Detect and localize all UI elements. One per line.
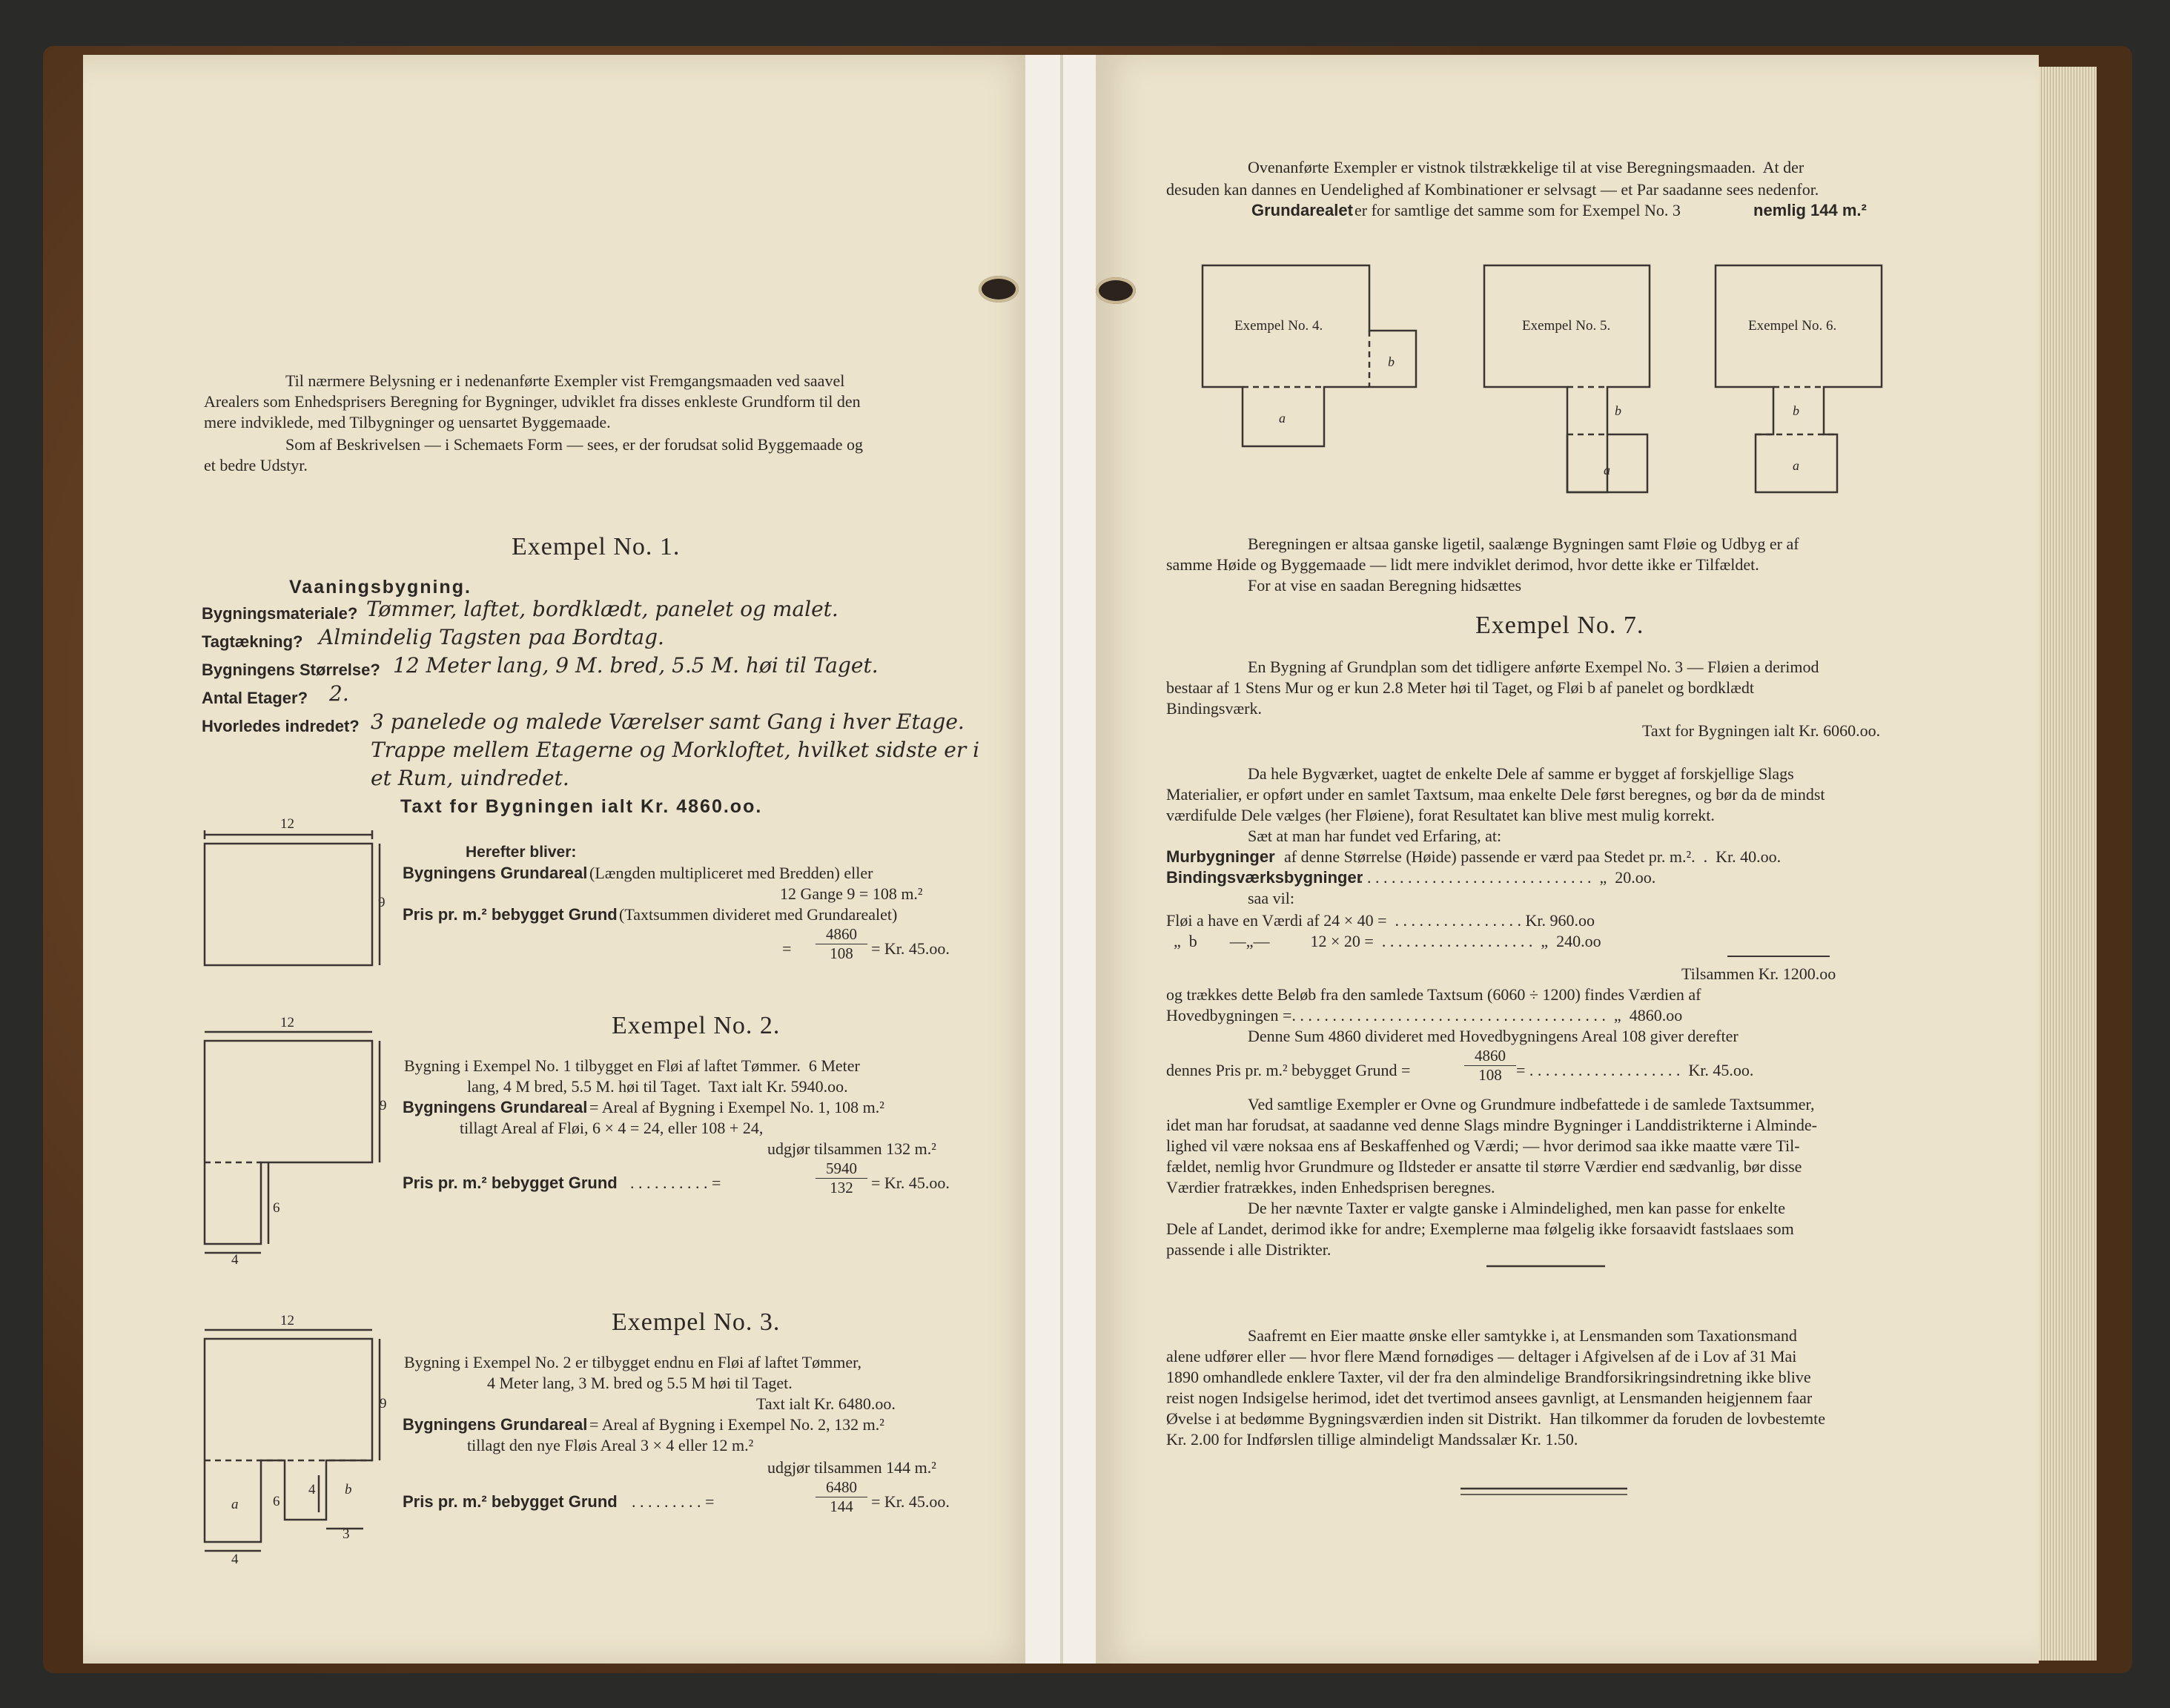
ex6-name: Exempel No. 6. (1748, 318, 1837, 334)
ex3-dim-4mid: 4 (308, 1482, 316, 1497)
right-para2-line-4: Sæt at man har fundet ved Erfaring, at: (1248, 827, 1502, 845)
right-fraction (1464, 1047, 1516, 1085)
ex1-interior-cont-1: Trappe mellem Etagerne og Morkloftet, hvilket sidste er i (371, 738, 980, 762)
ex1-subtitle: Vaaningsbygning. (289, 577, 472, 598)
ex3-line-1: Bygning i Exempel No. 2 er tilbygget endnu en Fløi af laftet Tømmer, (404, 1353, 862, 1371)
ex5-b: b (1615, 403, 1621, 418)
ex1-value-roof: Almindelig Tagsten paa Bordtag. (319, 625, 664, 649)
ex3-title: Exempel No. 3. (612, 1308, 781, 1336)
ex1-value-interior: 3 panelede og malede Værelser samt Gang i hver Etage. (371, 709, 965, 734)
right-para3-line-1: Ved samtlige Exempler er Ovne og Grundmure indbefattede i de samlede Taxtsummer, (1248, 1095, 1815, 1113)
intro-line-1: Til nærmere Belysning er i nedenanførte Exempler vist Fremgangsmaaden ved saavel (285, 371, 845, 390)
right-para2-line-2: Materialier, er opført under en samlet Taxtsum, maa enkelte Dele først beregnes, og bør da de mindst (1166, 785, 1825, 804)
ex7-line-1: En Bygning af Grundplan som det tidligere anførte Exempel No. 3 — Fløien a derimod (1248, 658, 1819, 676)
ex2-fraction (816, 1159, 867, 1197)
right-para4-line-1: Saafremt en Eier maatte ønske eller samtykke i, at Lensmanden som Taxationsmand (1248, 1326, 1797, 1345)
calc-line-2: „ b —„— 12 × 20 = . . . . . . . . . . . . . . . . . . . „ 240.oo (1174, 932, 1601, 950)
ex3-fraction (816, 1478, 867, 1516)
ex3-grund-line3: udgjør tilsammen 144 m.² (767, 1458, 936, 1477)
ex1-grund-text: (Længden multipliceret med Bredden) eller (589, 864, 873, 882)
right-para2-line-1: Da hele Bygværket, uagtet de enkelte Dele af samme er bygget af forskjellige Slags (1248, 764, 1794, 783)
right-top-line-2: desuden kan dannes en Uendelighed af Kombinationer er selvsagt — et Par saadanne sees nedenfor. (1166, 180, 1819, 199)
right-para4-line-5: Øvelse i at bedømme Bygningsværdien inden sit Distrikt. Han tilkommer da foruden de lovbestemte (1166, 1409, 1826, 1428)
right-frac-num: 4860 (1464, 1047, 1516, 1066)
ex1-label-floors: Antal Etager? (202, 689, 308, 707)
ex6-b: b (1793, 403, 1799, 418)
ex1-title: Exempel No. 1. (512, 533, 681, 560)
pris-post: = . . . . . . . . . . . . . . . . . . . Kr. 45.oo. (1516, 1061, 1754, 1079)
ex3-dim-bottom4: 4 (231, 1552, 239, 1567)
ex3-dim-top: 12 (280, 1313, 294, 1328)
ex3-frac-den: 144 (830, 1497, 853, 1515)
ex5-name: Exempel No. 5. (1522, 318, 1611, 334)
right-para3-line-4: fældet, nemlig hvor Grundmure og Ildsteder er ansatte til større Værdier end sædvanlig, bør disse (1166, 1157, 1802, 1176)
right-para3-line-6: De her nævnte Taxter er valgte ganske i Almindelighed, men kan passe for enkelte (1248, 1199, 1786, 1217)
ex1-frac-eq: = (782, 939, 792, 958)
ex3-frac-num: 6480 (816, 1478, 867, 1497)
ex2-dots: . . . . . . . . . . = (630, 1174, 721, 1192)
right-para1-line-2: samme Høide og Byggemaade — lidt mere indviklet derimod, hvor dette ikke er Tilfældet. (1166, 555, 1759, 574)
saa-vil: saa vil: (1248, 889, 1294, 907)
ex1-label-interior: Hvorledes indredet? (202, 717, 360, 735)
ex2-title: Exempel No. 2. (612, 1012, 781, 1039)
right-top-end: nemlig 144 m.² (1753, 201, 1867, 219)
ex2-dim-side: 9 (380, 1098, 387, 1113)
ex1-fraction (816, 925, 867, 963)
ex2-line-2: lang, 4 M bred, 5.5 M. høi til Taget. Taxt ialt Kr. 5940.oo. (467, 1077, 848, 1096)
ex3-grund-text: = Areal af Bygning i Exempel No. 2, 132 m.² (589, 1415, 884, 1434)
ex5-a: a (1604, 463, 1610, 477)
ex2-line-1: Bygning i Exempel No. 1 tilbygget en Fløi af laftet Tømmer. 6 Meter (404, 1056, 860, 1075)
ex1-value-material: Tømmer, laftet, bordklædt, panelet og malet. (366, 597, 838, 621)
pris-pre: dennes Pris pr. m.² bebygget Grund = (1166, 1061, 1411, 1079)
ex3-pris-label: Pris pr. m.² bebygget Grund (403, 1492, 618, 1511)
ex3-frac-result: = Kr. 45.oo. (871, 1492, 950, 1511)
ex2-dim-wing: 6 (273, 1200, 280, 1216)
ex3-dim-side: 9 (380, 1396, 387, 1411)
ex1-frac-result: = Kr. 45.oo. (871, 939, 950, 958)
right-frac-den: 108 (1478, 1066, 1502, 1084)
ex1-label-size: Bygningens Størrelse? (202, 661, 380, 679)
ex1-dim-side: 9 (378, 895, 386, 910)
intro-line-3: mere indviklede, med Tilbygninger og uensartet Byggemaade. (204, 413, 611, 431)
binding-hole-right (1096, 277, 1136, 304)
ex2-grund-text: = Areal af Bygning i Exempel No. 1, 108 m.² (589, 1098, 884, 1116)
ex2-frac-num: 5940 (816, 1159, 867, 1179)
right-para3-line-5: Værdier fratrækkes, inden Enhedsprisen beregnes. (1166, 1178, 1495, 1196)
intro-line-2: Arealers som Enhedsprisers Beregning for Bygninger, udviklet fra disses enkleste Grundform til den (204, 392, 861, 411)
right-para1-line-1: Beregningen er altsaa ganske ligetil, saalænge Bygningen samt Fløie og Udbyg er af (1248, 534, 1799, 553)
intro-line-5: et bedre Udstyr. (204, 456, 308, 474)
ex7-taxt: Taxt for Bygningen ialt Kr. 6060.oo. (1642, 721, 1881, 740)
ex1-value-floors: 2. (329, 681, 349, 706)
ex1-label-roof: Tagtækning? (202, 632, 303, 651)
ex2-grund-label: Bygningens Grundareal (403, 1098, 588, 1116)
ex1-pris-text: (Taxtsummen divideret med Grundarealet) (619, 905, 898, 924)
binding-thread (1060, 55, 1063, 1664)
ex3-grund-line2: tillagt den nye Fløis Areal 3 × 4 eller 12 m.² (467, 1436, 754, 1454)
ex1-frac-num: 4860 (816, 925, 867, 944)
binding-hole-left (979, 276, 1019, 302)
ex7-line-2: bestaar af 1 Stens Mur og er kun 2.8 Meter høi til Taget, og Fløi b af panelet og bordklædt (1166, 678, 1754, 697)
trekkes-line-2: Hovedbygningen =. . . . . . . . . . . . . . . . . . . . . . . . . . . . . . . . . . . . . . . „ 4860.oo (1166, 1006, 1683, 1025)
ex3-dim-6: 6 (273, 1494, 280, 1509)
ex2-frac-den: 132 (830, 1179, 853, 1196)
right-top-rest: er for samtlige det samme som for Exempel No. 3 (1354, 201, 1681, 219)
ex6-a: a (1793, 458, 1799, 473)
page-edges (2039, 67, 2097, 1661)
bind-text: . . . . . . . . . . . . . . . . . . . . . . . . . . . . . . „ 20.oo. (1351, 868, 1656, 887)
ex2-grund-line3: udgjør tilsammen 132 m.² (767, 1139, 936, 1158)
right-para3-line-2: idet man har forudsat, at saadanne ved denne Slags mindre Bygninger i Landdistrikterne i Alminde- (1166, 1116, 1817, 1134)
ex4-b: b (1388, 354, 1395, 369)
trekkes-line-1: og trækkes dette Beløb fra den samlede Taxtsum (6060 ÷ 1200) findes Værdien af (1166, 985, 1701, 1004)
ex1-value-size: 12 Meter lang, 9 M. bred, 5.5 M. høi til Taget. (393, 653, 879, 678)
calc-line-1: Fløi a have en Værdi af 24 × 40 = . . . . . . . . . . . . . . . . Kr. 960.oo (1166, 911, 1595, 930)
denne-sum: Denne Sum 4860 divideret med Hovedbygningens Areal 108 giver derefter (1248, 1027, 1739, 1045)
right-para3-line-7: Dele af Landet, derimod ikke for andre; Exemplerne maa følgelig ikke forsaavidt fastslaaes som (1166, 1219, 1794, 1238)
right-top-bold: Grundarealet (1251, 201, 1353, 219)
ex3-wing-b: b (345, 1482, 352, 1497)
right-para4-line-2: alene udfører eller — hvor flere Mænd fornødiges — deltager i Afgivelsen af de i Lov af 31 Mai (1166, 1347, 1797, 1366)
intro-line-4: Som af Beskrivelsen — i Schemaets Form — sees, er der forudsat solid Byggemaade og (285, 435, 864, 454)
right-para1-line-3: For at vise en saadan Beregning hidsættes (1248, 576, 1522, 595)
right-para3-line-8: passende i alle Distrikter. (1166, 1240, 1332, 1259)
ex4-a: a (1279, 411, 1286, 426)
right-para2-line-3: værdifulde Dele vælges (her Fløiene), forat Resultatet kan blive mest mulig korrekt. (1166, 806, 1715, 824)
right-para4-line-4: reist nogen Indsigelse herimod, idet det tvertimod ansees gavnligt, at Lensmanden heigjennem faar (1166, 1388, 1813, 1407)
mur-label: Murbygninger (1166, 847, 1275, 866)
ex7-title: Exempel No. 7. (1475, 612, 1644, 639)
ex7-line-3: Bindingsværk. (1166, 699, 1262, 718)
right-para4-line-3: 1890 omhandlede enklere Taxter, vil der fra den almindelige Brandforsikringsindretning ikke blive (1166, 1368, 1811, 1386)
ex1-interior-cont-2: et Rum, uindredet. (371, 766, 569, 790)
ex2-pris-label: Pris pr. m.² bebygget Grund (403, 1174, 618, 1192)
bind-label: Bindingsværksbygninger (1166, 868, 1363, 887)
ex1-pris-label: Pris pr. m.² bebygget Grund (403, 905, 618, 924)
ex2-dim-bottom: 4 (231, 1252, 239, 1268)
ex3-grund-label: Bygningens Grundareal (403, 1415, 588, 1434)
ex1-frac-den: 108 (830, 944, 853, 962)
ex1-label-material: Bygningsmateriale? (202, 604, 358, 623)
ex4-name: Exempel No. 4. (1234, 318, 1323, 334)
ex1-grund-label: Bygningens Grundareal (403, 864, 588, 882)
right-top-line-1: Ovenanførte Exempler er vistnok tilstrækkelige til at vise Beregningsmaaden. At der (1248, 158, 1805, 176)
ex3-wing-a: a (231, 1497, 239, 1512)
right-para4-line-6: Kr. 2.00 for Indførslen tillige almindeligt Mandssalær Kr. 1.50. (1166, 1430, 1578, 1449)
ex3-dim-bottom3: 3 (343, 1526, 350, 1542)
ex1-grund-calc: 12 Gange 9 = 108 m.² (780, 884, 923, 903)
tilsammen: Tilsammen Kr. 1200.oo (1681, 964, 1836, 983)
ex1-dim-top: 12 (280, 816, 294, 832)
ex3-line-2: 4 Meter lang, 3 M. bred og 5.5 M høi til Taget. (487, 1374, 793, 1392)
ex2-dim-top: 12 (280, 1015, 294, 1030)
right-para3-line-3: lighed vil være noksaa ens af Beskaffenhed og Værdi; — hvor derimod saa ikke maatte være Til- (1166, 1136, 1800, 1155)
ex2-frac-result: = Kr. 45.oo. (871, 1174, 950, 1192)
ex1-herefter: Herefter bliver: (466, 844, 577, 861)
ex3-dots: . . . . . . . . . = (632, 1492, 715, 1511)
ex3-line-3: Taxt ialt Kr. 6480.oo. (756, 1394, 896, 1413)
mur-text: af denne Størrelse (Høide) passende er værd paa Stedet pr. m.². . Kr. 40.oo. (1284, 847, 1782, 866)
ex1-taxt: Taxt for Bygningen ialt Kr. 4860.oo. (400, 796, 763, 817)
ex2-grund-line2: tillagt Areal af Fløi, 6 × 4 = 24, eller 108 + 24, (460, 1119, 764, 1137)
